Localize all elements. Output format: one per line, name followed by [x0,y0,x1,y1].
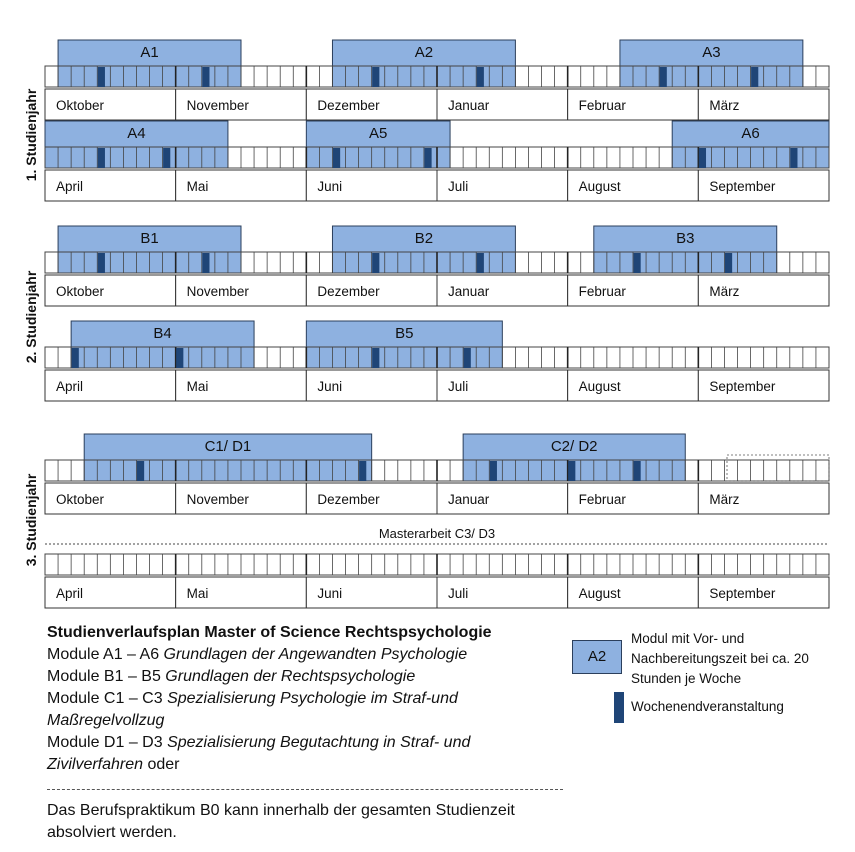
month-label: September [709,586,776,601]
weekend-block [699,148,706,168]
module-label: A2 [414,44,434,61]
module-label: A4 [127,125,146,142]
key-weekend-swatch [614,692,624,723]
module-label: A3 [702,44,721,61]
month-label: November [186,492,249,507]
weekend-block [72,348,79,368]
legend-line-prefix: Module C1 – C3 [47,690,168,707]
weekend-block [372,253,379,273]
weekend-block [424,148,431,168]
weekend-block [202,253,209,273]
year-label: 1. Studienjahr [23,88,39,182]
weekend-block [98,67,105,87]
weekend-block [634,253,641,273]
month-label: Mai [186,379,209,394]
month-label: Februar [578,98,626,113]
month-label: Juni [317,586,343,601]
month-label: September [709,379,776,394]
key-module-sample: A2 [587,648,607,665]
legend-line-italic: Spezialisierung Psychologie im Straf-und [167,690,458,707]
month-label: Juli [448,586,469,601]
key-weekend-text: Wochenendveranstaltung [631,699,784,714]
module-label: A6 [741,125,760,142]
legend-line [47,732,470,754]
weekend-block [634,461,641,481]
legend-line-italic: Zivilverfahren [47,756,144,773]
weekend-block [359,461,366,481]
weekend-block [490,461,497,481]
month-label: Dezember [317,284,380,299]
legend-line [47,666,415,688]
month-label: Juni [317,179,343,194]
weekend-block [477,67,484,87]
weekend-block [751,67,758,87]
weekend-block [372,348,379,368]
legend-note-line-1: Das Berufspraktikum B0 kann innerhalb der gesamten Studienzeit [47,802,515,819]
month-label: März [709,98,740,113]
legend-title: Studienverlaufsplan Master of Science Rechtspsychologie [47,624,492,641]
month-label: Januar [448,284,490,299]
month-label: April [56,379,84,394]
month-label: August [578,586,621,601]
month-label: Oktober [56,98,105,113]
legend-line [47,688,458,710]
weekend-block [372,67,379,87]
module-label: B1 [140,230,159,247]
month-label: Mai [186,179,209,194]
weekend-block [790,148,797,168]
month-label: Oktober [56,284,105,299]
weekend-block [660,67,667,87]
key-module-text-line: Modul mit Vor- und [631,631,745,646]
year-label: 3. Studienjahr [23,473,39,567]
dashed-marker [727,455,829,481]
month-label: Juli [448,179,469,194]
key-module-swatch [572,640,622,674]
key-module-text-line: Stunden je Woche [631,671,742,686]
month-label: Januar [448,98,490,113]
month-label: August [578,379,621,394]
legend-note-line-2: absolviert werden. [47,824,177,841]
module-label: B2 [414,230,434,247]
legend-line-italic: Maßregelvollzug [47,712,165,729]
month-label: Dezember [317,492,380,507]
legend-line [47,710,164,732]
module-label: C2/ D2 [550,438,598,455]
key-module-text [631,629,809,689]
legend-line-italic: Grundlagen der Rechtspsychologie [165,668,416,685]
weekend-block [137,461,144,481]
legend-line-italic: Spezialisierung Begutachtung in Straf- und [167,734,471,751]
month-label: Juni [317,379,343,394]
weekend-block [176,348,183,368]
weekend-block [568,461,575,481]
legend-line-suffix: oder [143,756,180,773]
month-label: März [709,284,740,299]
weekend-block [725,253,732,273]
weekend-block [98,148,105,168]
month-label: Dezember [317,98,380,113]
weekend-block [477,253,484,273]
module-label: A5 [369,125,388,142]
module-label: B5 [395,325,414,342]
month-label: August [578,179,621,194]
legend-line-prefix: Module B1 – B5 [47,668,166,685]
module-label: B4 [153,325,172,342]
weekend-block [163,148,170,168]
legend-line [47,754,180,776]
month-label: Januar [448,492,490,507]
legend-line [47,644,467,666]
month-label: April [56,586,84,601]
legend-separator [47,789,563,790]
module-label: C1/ D1 [204,438,252,455]
weekend-block [333,148,340,168]
legend-line-italic: Grundlagen der Angewandten Psychologie [163,646,468,663]
month-label: April [56,179,84,194]
weekend-block [202,67,209,87]
weekend-block [98,253,105,273]
month-label: November [186,98,249,113]
module-label: B3 [676,230,695,247]
legend-line-prefix: Module D1 – D3 [47,734,168,751]
month-label: Februar [578,492,626,507]
month-label: Oktober [56,492,105,507]
month-label: März [709,492,740,507]
legend-line-prefix: Module A1 – A6 [47,646,164,663]
thesis-label: Masterarbeit C3/ D3 [378,526,496,541]
key-module-text-line: Nachbereitungszeit bei ca. 20 [631,651,809,666]
month-label: Februar [578,284,626,299]
year-label: 2. Studienjahr [23,270,39,364]
month-label: November [186,284,249,299]
month-label: Mai [186,586,209,601]
month-label: Juli [448,379,469,394]
month-label: September [709,179,776,194]
weekend-block [464,348,471,368]
module-label: A1 [140,44,159,61]
